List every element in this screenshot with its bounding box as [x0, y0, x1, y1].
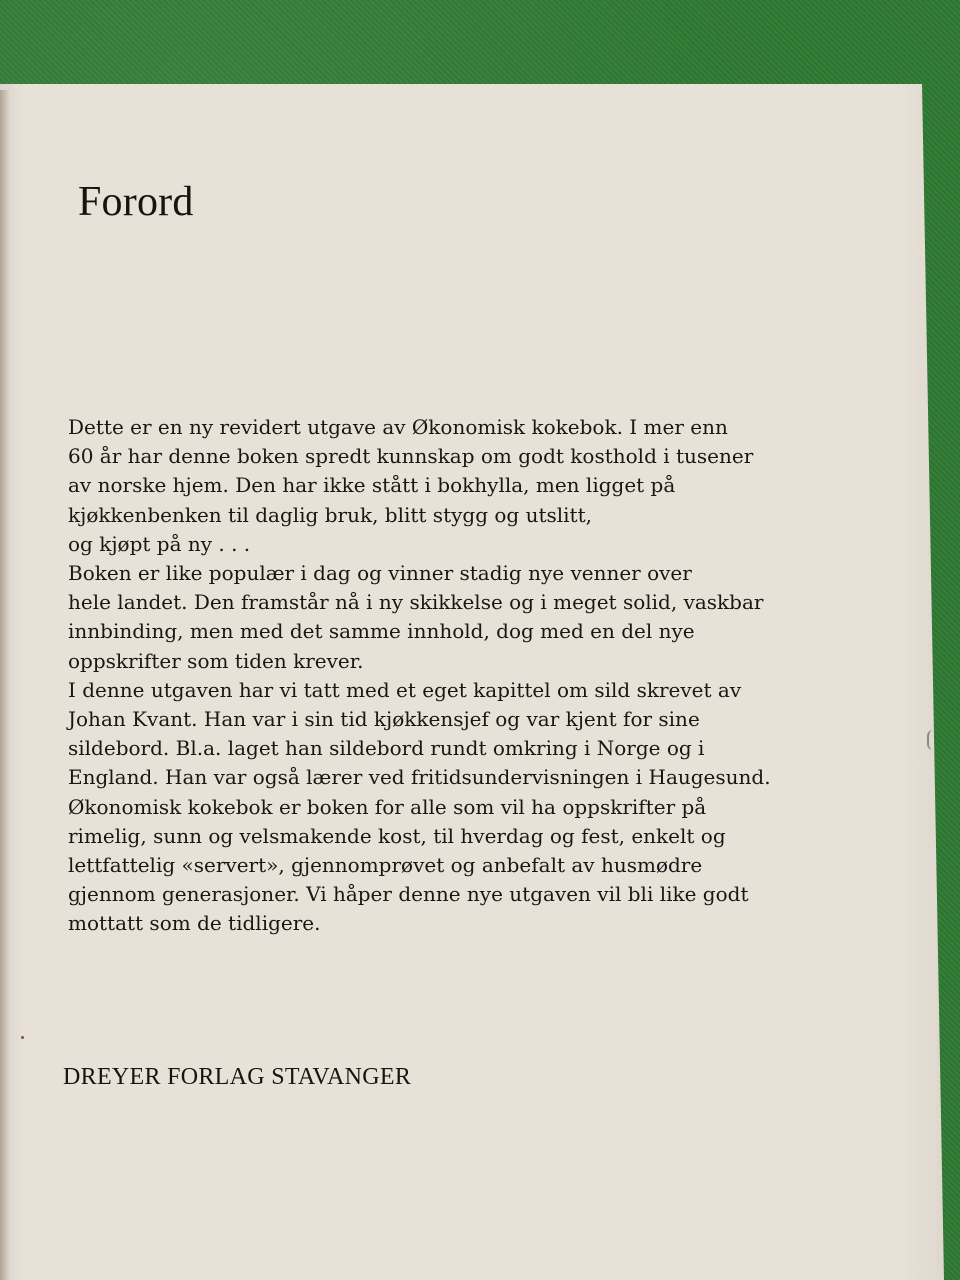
paper-speck — [21, 1036, 24, 1039]
page-title: Forord — [78, 179, 194, 225]
body-line: Økonomisk kokebok er boken for alle som vil ha oppskrifter på — [68, 794, 707, 819]
foreword-body — [68, 413, 828, 939]
body-line: av norske hjem. Den har ikke stått i bokhylla, men ligget på — [68, 473, 676, 498]
body-line: kjøkkenbenken til daglig bruk, blitt stygg og utslitt, — [68, 502, 592, 527]
body-line: I denne utgaven har vi tatt med et eget kapittel om sild skrevet av — [68, 677, 742, 702]
page-edge-mark — [927, 730, 935, 750]
publisher-imprint: DREYER FORLAG STAVANGER — [63, 1064, 412, 1090]
body-line: 60 år har denne boken spredt kunnskap om godt kosthold i tusener — [68, 444, 754, 469]
body-line: lettfattelig «servert», gjennomprøvet og anbefalt av husmødre — [68, 853, 703, 878]
body-line: Johan Kvant. Han var i sin tid kjøkkensjef og var kjent for sine — [68, 707, 700, 732]
body-line: England. Han var også lærer ved fritidsundervisningen i Haugesund. — [68, 765, 771, 790]
body-line: innbinding, men med det samme innhold, dog med en del nye — [68, 619, 695, 644]
body-line: Dette er en ny revidert utgave av Økonomisk kokebok. I mer enn — [68, 415, 728, 439]
body-line: rimelig, sunn og velsmakende kost, til hverdag og fest, enkelt og — [68, 823, 726, 848]
page-binding-shadow — [0, 90, 10, 1280]
body-line: og kjøpt på ny . . . — [68, 531, 251, 556]
body-line: Boken er like populær i dag og vinner stadig nye venner over — [68, 561, 692, 586]
body-line: hele landet. Den framstår nå i ny skikkelse og i meget solid, vaskbar — [68, 590, 764, 615]
body-line: mottatt som de tidligere. — [68, 911, 321, 936]
body-line: gjennom generasjoner. Vi håper denne nye utgaven vil bli like godt — [68, 882, 749, 907]
body-line: sildebord. Bl.a. laget han sildebord rundt omkring i Norge og i — [68, 736, 705, 761]
body-line: oppskrifter som tiden krever. — [68, 648, 364, 673]
